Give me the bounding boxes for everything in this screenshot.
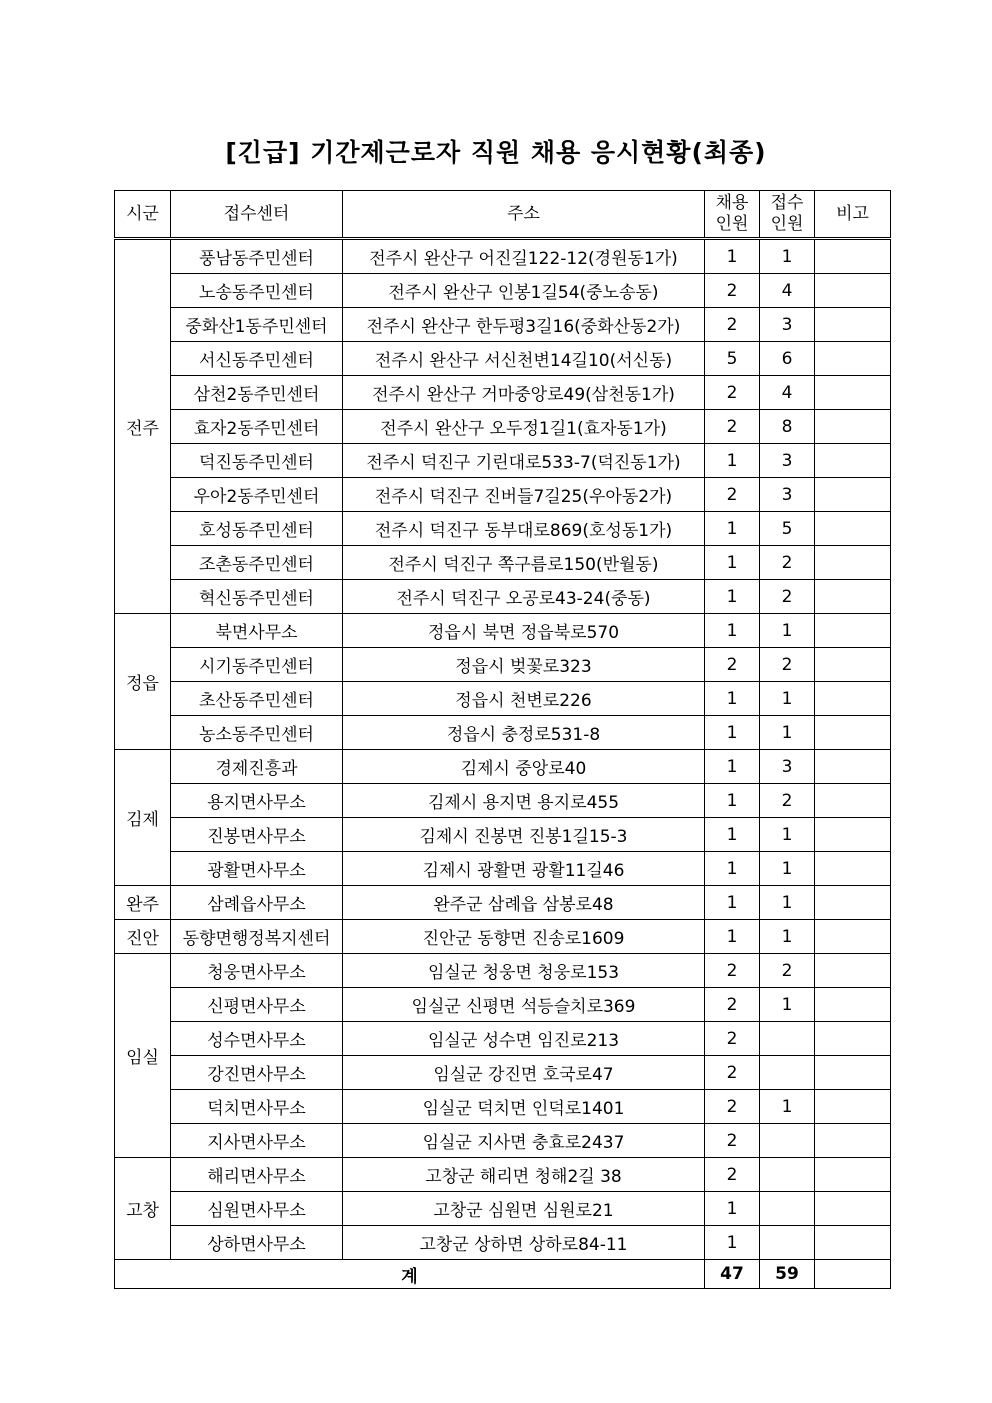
apply-count-cell: 3	[760, 478, 815, 512]
table-row	[115, 750, 891, 784]
center-cell: 지사면사무소	[171, 1124, 343, 1158]
hire-count-cell: 1	[705, 1226, 760, 1260]
apply-count-cell: 1	[760, 239, 815, 274]
header-address: 주소	[343, 191, 705, 239]
center-cell: 호성동주민센터	[171, 512, 343, 546]
note-cell	[815, 1192, 891, 1226]
address-cell: 전주시 덕진구 진버들7길25(우아동2가)	[343, 478, 705, 512]
total-hire: 47	[705, 1260, 760, 1289]
hire-count-cell: 1	[705, 1192, 760, 1226]
hire-count-cell: 1	[705, 716, 760, 750]
table-row	[115, 1158, 891, 1192]
apply-count-cell: 1	[760, 716, 815, 750]
note-cell	[815, 1022, 891, 1056]
address-cell: 전주시 완산구 서신천변14길10(서신동)	[343, 342, 705, 376]
center-cell: 시기동주민센터	[171, 648, 343, 682]
note-cell	[815, 512, 891, 546]
center-cell: 성수면사무소	[171, 1022, 343, 1056]
note-cell	[815, 988, 891, 1022]
note-cell	[815, 580, 891, 614]
hire-count-cell: 1	[705, 444, 760, 478]
table-row	[115, 920, 891, 954]
center-cell: 경제진흥과	[171, 750, 343, 784]
table-row	[115, 478, 891, 512]
address-cell: 임실군 청웅면 청웅로153	[343, 954, 705, 988]
address-cell: 임실군 강진면 호국로47	[343, 1056, 705, 1090]
center-cell: 삼례읍사무소	[171, 886, 343, 920]
table-row	[115, 239, 891, 274]
total-apply: 59	[760, 1260, 815, 1289]
hire-count-cell: 1	[705, 818, 760, 852]
table-row	[115, 818, 891, 852]
note-cell	[815, 478, 891, 512]
table-row	[115, 376, 891, 410]
apply-count-cell: 4	[760, 274, 815, 308]
center-cell: 심원면사무소	[171, 1192, 343, 1226]
address-cell: 전주시 덕진구 쪽구름로150(반월동)	[343, 546, 705, 580]
table-row	[115, 682, 891, 716]
table-row	[115, 274, 891, 308]
center-cell: 상하면사무소	[171, 1226, 343, 1260]
hire-count-cell: 5	[705, 342, 760, 376]
note-cell	[815, 308, 891, 342]
table-row	[115, 784, 891, 818]
address-cell: 김제시 진봉면 진봉1길15-3	[343, 818, 705, 852]
region-cell: 정읍	[115, 614, 171, 750]
address-cell: 임실군 지사면 충효로2437	[343, 1124, 705, 1158]
hire-count-cell: 2	[705, 1124, 760, 1158]
hire-count-cell: 1	[705, 239, 760, 274]
address-cell: 김제시 중앙로40	[343, 750, 705, 784]
hire-count-cell: 2	[705, 988, 760, 1022]
table-row	[115, 410, 891, 444]
note-cell	[815, 614, 891, 648]
header-region: 시군	[115, 191, 171, 239]
hire-count-cell: 2	[705, 1158, 760, 1192]
apply-count-cell	[760, 1226, 815, 1260]
table-body	[115, 239, 891, 1260]
address-cell: 임실군 신평면 석등슬치로369	[343, 988, 705, 1022]
address-cell: 고창군 심원면 심원로21	[343, 1192, 705, 1226]
table-row	[115, 1022, 891, 1056]
table-row	[115, 648, 891, 682]
note-cell	[815, 886, 891, 920]
hire-count-cell: 2	[705, 478, 760, 512]
address-cell: 전주시 덕진구 기린대로533-7(덕진동1가)	[343, 444, 705, 478]
apply-count-cell: 1	[760, 682, 815, 716]
hire-count-cell: 1	[705, 580, 760, 614]
center-cell: 우아2동주민센터	[171, 478, 343, 512]
address-cell: 전주시 완산구 거마중앙로49(삼천동1가)	[343, 376, 705, 410]
center-cell: 동향면행정복지센터	[171, 920, 343, 954]
note-cell	[815, 546, 891, 580]
address-cell: 정읍시 벚꽃로323	[343, 648, 705, 682]
header-note: 비고	[815, 191, 891, 239]
center-cell: 진봉면사무소	[171, 818, 343, 852]
table-row	[115, 988, 891, 1022]
table-row	[115, 444, 891, 478]
header-apply-count	[760, 191, 815, 239]
hire-count-cell: 2	[705, 954, 760, 988]
center-cell: 강진면사무소	[171, 1056, 343, 1090]
apply-count-cell: 1	[760, 818, 815, 852]
center-cell: 광활면사무소	[171, 852, 343, 886]
apply-count-cell: 1	[760, 886, 815, 920]
address-cell: 정읍시 충정로531-8	[343, 716, 705, 750]
hire-count-cell: 1	[705, 920, 760, 954]
note-cell	[815, 239, 891, 274]
header-hire-line2: 인원	[715, 214, 749, 234]
table-row	[115, 580, 891, 614]
apply-count-cell	[760, 1158, 815, 1192]
apply-count-cell	[760, 1192, 815, 1226]
apply-count-cell: 3	[760, 308, 815, 342]
center-cell: 해리면사무소	[171, 1158, 343, 1192]
apply-count-cell: 3	[760, 750, 815, 784]
hire-count-cell: 1	[705, 682, 760, 716]
note-cell	[815, 920, 891, 954]
apply-count-cell: 1	[760, 614, 815, 648]
note-cell	[815, 1056, 891, 1090]
apply-count-cell: 2	[760, 580, 815, 614]
apply-count-cell	[760, 1056, 815, 1090]
center-cell: 청웅면사무소	[171, 954, 343, 988]
center-cell: 삼천2동주민센터	[171, 376, 343, 410]
note-cell	[815, 716, 891, 750]
apply-count-cell: 6	[760, 342, 815, 376]
header-apply-line2: 인원	[770, 214, 804, 234]
center-cell: 용지면사무소	[171, 784, 343, 818]
hire-count-cell: 1	[705, 886, 760, 920]
hire-count-cell: 1	[705, 512, 760, 546]
table-row	[115, 512, 891, 546]
table-row	[115, 308, 891, 342]
region-cell: 진안	[115, 920, 171, 954]
address-cell: 김제시 용지면 용지로455	[343, 784, 705, 818]
header-hire-line1: 채용	[715, 193, 749, 213]
apply-count-cell: 4	[760, 376, 815, 410]
apply-count-cell: 3	[760, 444, 815, 478]
apply-count-cell: 1	[760, 920, 815, 954]
address-cell: 임실군 성수면 임진로213	[343, 1022, 705, 1056]
hire-count-cell: 1	[705, 750, 760, 784]
hire-count-cell: 2	[705, 376, 760, 410]
total-label: 계	[115, 1260, 705, 1289]
region-cell: 전주	[115, 239, 171, 614]
hire-count-cell: 2	[705, 1022, 760, 1056]
center-cell: 풍남동주민센터	[171, 239, 343, 274]
header-hire-count	[705, 191, 760, 239]
apply-count-cell: 5	[760, 512, 815, 546]
address-cell: 고창군 해리면 청해2길 38	[343, 1158, 705, 1192]
center-cell: 덕진동주민센터	[171, 444, 343, 478]
address-cell: 진안군 동향면 진송로1609	[343, 920, 705, 954]
address-cell: 전주시 완산구 한두평3길16(중화산동2가)	[343, 308, 705, 342]
center-cell: 서신동주민센터	[171, 342, 343, 376]
region-cell: 완주	[115, 886, 171, 920]
address-cell: 완주군 삼례읍 삼봉로48	[343, 886, 705, 920]
table-row	[115, 614, 891, 648]
page-title: [긴급] 기간제근로자 직원 채용 응시현황(최종)	[225, 138, 767, 167]
note-cell	[815, 410, 891, 444]
apply-count-cell: 1	[760, 1090, 815, 1124]
table-row	[115, 716, 891, 750]
hire-count-cell: 1	[705, 784, 760, 818]
note-cell	[815, 784, 891, 818]
region-cell: 임실	[115, 954, 171, 1158]
apply-count-cell: 8	[760, 410, 815, 444]
table-row	[115, 886, 891, 920]
address-cell: 정읍시 북면 정읍북로570	[343, 614, 705, 648]
header-apply-line1: 접수	[770, 193, 804, 213]
note-cell	[815, 682, 891, 716]
note-cell	[815, 1226, 891, 1260]
note-cell	[815, 750, 891, 784]
center-cell: 초산동주민센터	[171, 682, 343, 716]
region-cell: 고창	[115, 1158, 171, 1260]
center-cell: 중화산1동주민센터	[171, 308, 343, 342]
center-cell: 혁신동주민센터	[171, 580, 343, 614]
apply-count-cell: 2	[760, 648, 815, 682]
note-cell	[815, 852, 891, 886]
hire-count-cell: 2	[705, 308, 760, 342]
table-row	[115, 342, 891, 376]
note-cell	[815, 648, 891, 682]
apply-count-cell: 1	[760, 988, 815, 1022]
table-row	[115, 1056, 891, 1090]
center-cell: 신평면사무소	[171, 988, 343, 1022]
hire-count-cell: 2	[705, 274, 760, 308]
note-cell	[815, 342, 891, 376]
address-cell: 임실군 덕치면 인덕로1401	[343, 1090, 705, 1124]
address-cell: 고창군 상하면 상하로84-11	[343, 1226, 705, 1260]
address-cell: 정읍시 천변로226	[343, 682, 705, 716]
center-cell: 덕치면사무소	[171, 1090, 343, 1124]
center-cell: 효자2동주민센터	[171, 410, 343, 444]
address-cell: 김제시 광활면 광활11길46	[343, 852, 705, 886]
total-note	[815, 1260, 891, 1289]
center-cell: 북면사무소	[171, 614, 343, 648]
address-cell: 전주시 완산구 인봉1길54(중노송동)	[343, 274, 705, 308]
note-cell	[815, 1158, 891, 1192]
address-cell: 전주시 완산구 오두정1길1(효자동1가)	[343, 410, 705, 444]
table-row	[115, 1124, 891, 1158]
center-cell: 농소동주민센터	[171, 716, 343, 750]
hire-count-cell: 2	[705, 1056, 760, 1090]
hire-count-cell: 1	[705, 546, 760, 580]
address-cell: 전주시 덕진구 오공로43-24(중동)	[343, 580, 705, 614]
table-row	[115, 1226, 891, 1260]
center-cell: 노송동주민센터	[171, 274, 343, 308]
table-row	[115, 546, 891, 580]
note-cell	[815, 274, 891, 308]
hire-count-cell: 2	[705, 1090, 760, 1124]
apply-count-cell: 2	[760, 546, 815, 580]
note-cell	[815, 818, 891, 852]
apply-count-cell	[760, 1022, 815, 1056]
total-row	[115, 1260, 891, 1289]
table-row	[115, 954, 891, 988]
hire-count-cell: 2	[705, 648, 760, 682]
note-cell	[815, 444, 891, 478]
header-row	[115, 191, 891, 239]
header-center: 접수센터	[171, 191, 343, 239]
apply-count-cell: 1	[760, 852, 815, 886]
apply-count-cell	[760, 1124, 815, 1158]
address-cell: 전주시 완산구 어진길122-12(경원동1가)	[343, 239, 705, 274]
hire-count-cell: 1	[705, 852, 760, 886]
applicant-status-table	[114, 190, 891, 1289]
apply-count-cell: 2	[760, 784, 815, 818]
note-cell	[815, 1090, 891, 1124]
note-cell	[815, 1124, 891, 1158]
table-row	[115, 852, 891, 886]
region-cell: 김제	[115, 750, 171, 886]
address-cell: 전주시 덕진구 동부대로869(호성동1가)	[343, 512, 705, 546]
note-cell	[815, 376, 891, 410]
note-cell	[815, 954, 891, 988]
hire-count-cell: 2	[705, 410, 760, 444]
apply-count-cell: 2	[760, 954, 815, 988]
table-row	[115, 1090, 891, 1124]
hire-count-cell: 1	[705, 614, 760, 648]
table-row	[115, 1192, 891, 1226]
center-cell: 조촌동주민센터	[171, 546, 343, 580]
